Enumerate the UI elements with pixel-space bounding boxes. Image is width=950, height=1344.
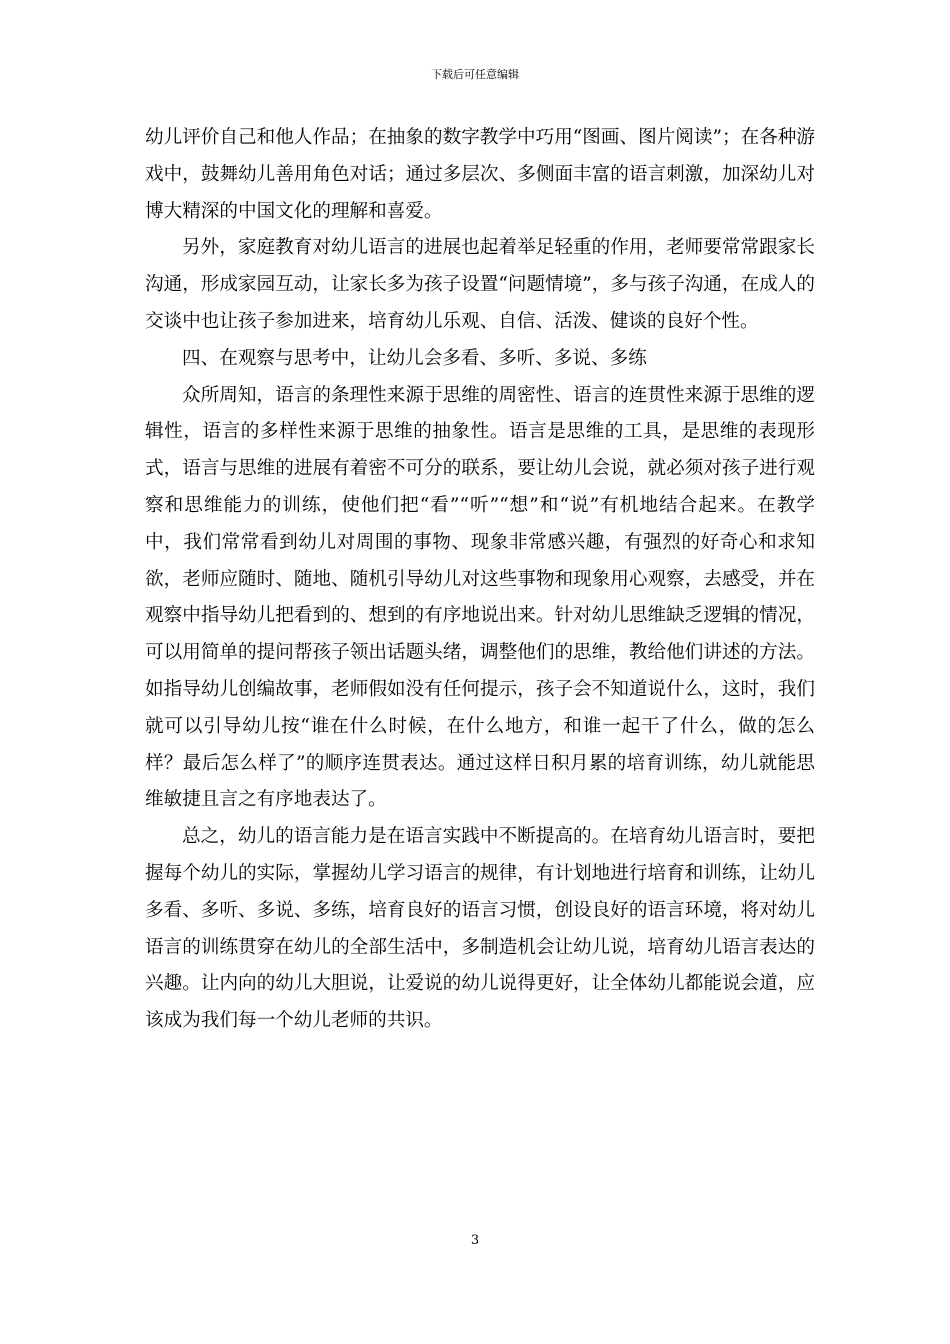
paragraph-thinking: 众所周知，语言的条理性来源于思维的周密性、语言的连贯性来源于思维的逻辑性，语言的多样性来源于思维的抽象性。语言是思维的工具，是思维的表现形式，语言与思维的进展有着密不可分的联系，要让幼儿会说，就必须对孩子进行观察和思维能力的训练，使他们把“看”“听”“想”和“说”有机地结合起来。在教学中，我们常常看到幼儿对周围的事物、现象非常感兴趣，有强烈的好奇心和求知欲，老师应随时、随地、随机引导幼儿对这些事物和现象用心观察，去感受，并在观察中指导幼儿把看到的、想到的有序地说出来。针对幼儿思维缺乏逻辑的情况，可以用简单的提问帮孩子领出话题头绪，调整他们的思维，教给他们讲述的方法。如指导幼儿创编故事，老师假如没有任何提示，孩子会不知道说什么，这时，我们就可以引导幼儿按“谁在什么时候，在什么地方，和谁一起干了什么，做的怎么样？最后怎么样了”的顺序连贯表达。通过这样日积月累的培育训练，幼儿就能思维敏捷且言之有序地表达了。 <box>145 384 815 811</box>
header-note: 下载后可任意编辑 <box>431 68 519 81</box>
paragraph-conclusion: 总之，幼儿的语言能力是在语言实践中不断提高的。在培育幼儿语言时，要把握每个幼儿的实际，掌握幼儿学习语言的规律，有计划地进行培育和训练，让幼儿多看、多听、多说、多练，培育良好的语言习惯，创设良好的语言环境，将对幼儿语言的训练贯穿在幼儿的全部生活中，多制造机会让幼儿说，培育幼儿语言表达的兴趣。让内向的幼儿大胆说，让爱说的幼儿说得更好，让全体幼儿都能说会道，应该成为我们每一个幼儿老师的共识。 <box>145 826 815 1032</box>
body-text <box>145 120 815 1040</box>
page-number: 3 <box>470 1233 480 1248</box>
section-heading: 四、在观察与思考中，让幼儿会多看、多听、多说、多练 <box>182 347 647 369</box>
paragraph-continuation: 幼儿评价自己和他人作品；在抽象的数字教学中巧用“图画、图片阅读”；在各种游戏中，鼓舞幼儿善用角色对话；通过多层次、多侧面丰富的语言刺激，加深幼儿对博大精深的中国文化的理解和喜爱。 <box>145 127 815 222</box>
paragraph-family-education: 另外，家庭教育对幼儿语言的进展也起着举足轻重的作用，老师要常常跟家长沟通，形成家园互动，让家长多为孩子设置“问题情境”，多与孩子沟通，在成人的交谈中也让孩子参加进来，培育幼儿乐观、自信、活泼、健谈的良好个性。 <box>145 237 815 332</box>
